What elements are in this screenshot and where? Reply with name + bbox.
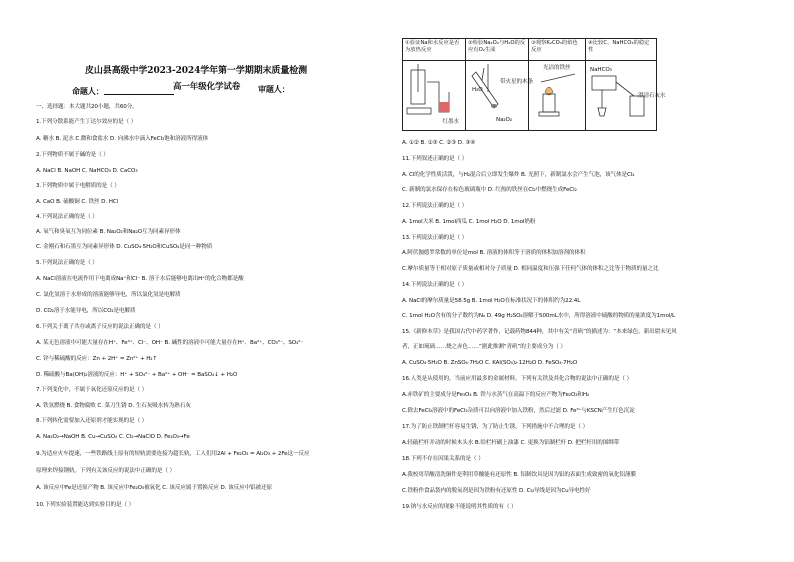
option-line: A. CuSO₄·5H₂O B. ZnSO₄·7H₂O C. KAl(SO₄)₂·12H₂O D. FeSO₄·7H₂O (402, 360, 578, 366)
question-line: 4.下列说法正确的是（ ） (36, 214, 98, 220)
option-line: A. 铁氢燃烧 B. 食物腐败 C. 菜刀生锈 D. 生石灰吸水转为熟石灰 (36, 403, 191, 409)
option-line: A.轻敲栏杆并动的时候木头水 B.给栏杆刷上油漆 C. 更换为铝制栏杆 D. 把栏杆用的围绑带 (402, 440, 620, 446)
question-line: 5.下列说法正确的是（ ） (36, 260, 98, 266)
exp-label: H₂O (472, 87, 483, 93)
exp-label: NaHCO₃ (590, 67, 612, 73)
question-line: 9.为适应火车提速，一些铁路线上原有的短轨需要连接为超长轨，工人们用2Al + Fe₂O₃ = Al₂O₃ + 2Fe这一反应 (36, 451, 310, 457)
option-line: C. 1mol H₂O含有的分子数约为Nₐ D. 49g H₂SO₄溶解于500mL水中，所得溶液中硫酸的物质的量浓度为1mol/L (402, 313, 676, 319)
u-tube-apparatus-icon (405, 62, 463, 126)
section-heading: 一、选择题：本大题共20小题，共60分。 (36, 104, 138, 110)
option-line: A. 糖水 B. 泥水 C.微和食盐水 D. 向沸水中滴入FeCl₃饱和溶液所得液体 (36, 136, 209, 142)
question-line: 2.下列物质不属于碱的是（ ） (36, 152, 109, 158)
option-line: A. CaO B. 硫酸铜 C. 铁丝 D. HCl (36, 199, 119, 205)
option-line: C.铁粉作食品袋内的脱氧剂是因为铁粉有还原性 D. Cu导线是因为Cu导电性好 (402, 488, 591, 494)
option-line: A. Cl的化学性质活泼，与H₂混合后立即发生爆炸 B. 光照下，新制氯水会产生气泡，该气体是Cl₂ (402, 172, 635, 178)
question-line: 18.下列不存在因果关系的是（ ） (402, 456, 484, 462)
question-line: 16.人类是从使用的，当前应用最多的金属材料。下列有关铁及其化合物的说法中正确的是（ ） (402, 376, 633, 382)
question-line: 17.为了防止铁制栏杆容易生锈，为了防止生锈，下列措施中不合理的是（ ） (402, 424, 589, 430)
option-line: A. 1mol大米 B. 1mol西瓜 C. 1mol H₂O D. 1mol奶粉 (402, 219, 536, 225)
question-line: 原理来焊接钢轨。下列有关该反应的说法中正确的是（ ） (36, 468, 176, 474)
exam-subtitle: 高一年级化学试卷 (173, 82, 241, 92)
question-line: 6.下列关于离子共存或离子反应的说法正确的是（ ） (36, 324, 164, 330)
question-line: 1.下列分散系能产生丁达尔效应的是（ ） (36, 119, 137, 125)
option-line: C.摩尔质量等于相对原子质量或相对分子质量 D. 相同温度和压强下任何气体的体积之比等于物质的量之比 (402, 266, 659, 272)
question-line: 11.下列叙述正确的是（ ） (402, 156, 468, 162)
option-line: A. 该反应中Fe是还原产物 B. 该反应中Fe₂O₃被氧化 C. 该反应属于置换反应 D. 该反应中铝被还原 (36, 485, 273, 491)
question-line: 14.下列说法正确的是（ ） (402, 282, 468, 288)
question-line: 19.钠与水反应的现象不能说明其性质的有（ ） (402, 504, 517, 510)
author-label: 命题人： (72, 87, 104, 96)
exp-label: 带火星的木条 (500, 79, 533, 85)
reviewer-label: 审题人： (258, 85, 290, 94)
question-line: 8.下列转化需要加入还原剂才能实现的是（ ） (36, 418, 148, 424)
exp-header-4: ④比较C、NaHCO₃的稳定性 (586, 39, 657, 61)
exp-label: 澄清石灰水 (638, 93, 666, 99)
right-page (397, 0, 794, 562)
exp-cell-2 (466, 61, 533, 131)
experiment-table (402, 38, 666, 131)
option-line: C. 金刚石和石墨互为同素异形体 D. CuSO₄·5H₂O和CuSO₄是同一种物质 (36, 244, 213, 250)
exp-label: Na₂O₂ (496, 117, 512, 123)
exp-label: 红墨水 (442, 118, 459, 125)
option-line: A. ①② B. ①③ C. ②③ D. ③④ (402, 140, 476, 146)
question-line: 15.《新修本草》是我国古代中药学著作，记载药物844种，其中有关“青矾”的描述为：“本来绿色，新出窟未见风 (402, 329, 677, 335)
question-line: 10.下列实验装置能达到实验目的是（ ） (36, 502, 135, 508)
exp-header-1: ①验证Na和水反应是否为放热反应 (403, 39, 466, 61)
exp-header-3: ③观察K₂CO₃的焰色反应 (529, 39, 586, 61)
option-line: A. NaCl的摩尔质量是58.5g B. 1mol H₂O在标准状况下的体积约为22.4L (402, 298, 581, 304)
author-line (72, 86, 174, 95)
exp-cell-3 (529, 61, 586, 131)
option-line: D. 稀硫酸与Ba(OH)₂溶液的反应：H⁺ + SO₄²⁻ + Ba²⁺ + OH⁻ = BaSO₄↓ + H₂O (36, 372, 238, 378)
option-line: C.除去FeCl₂溶液中的FeCl₃杂质可以向溶液中加入铁粉，然后过滤 D. Fe³⁺与KSCN产生红色沉淀 (402, 408, 635, 414)
author-blank[interactable] (104, 86, 174, 95)
exp-cell-4 (586, 61, 666, 131)
question-line: 7.下列变化中，不属于氧化还原反应的是（ ） (36, 387, 148, 393)
option-line: A.赤铁矿的主要成分是Fe₃O₄ B. 铁与水蒸气在高温下的反应产物为Fe₂O₃和H₂ (402, 392, 590, 398)
option-line: C. 新制的氯水保存在棕色玻璃瓶中 D. 红热的铁丝在Cl₂中燃烧生成FeCl₂ (402, 187, 577, 193)
option-line: A. Na₂O₂→NaOH B. Cu→CuSO₄ C. Cl₂→NaClO D. Fe₂O₃→Fe (36, 434, 190, 440)
exp-cell-1 (403, 61, 466, 131)
option-line: A. NaCl B. NaOH C. NaHCO₃ D. CaCO₃ (36, 168, 138, 174)
exp-label: 光洁的铁丝 (543, 65, 571, 71)
option-line: C. 氯化氢溶于水形成的溶液能够导电，所以氯化氢是电解质 (36, 292, 181, 298)
option-line: A. NaCl溶液在电流作用下电离成Na⁺和Cl⁻ B. 溶于水后能够电离出H⁺的化合物都是酸 (36, 276, 244, 282)
option-line: A.我校用草酸清洗铜件是利用草酸能有还原性 B. 铝制饮具是因为铝的表面生成致密的氧化铝薄膜 (402, 472, 636, 478)
question-line: 3.下列物质中属于电解质的是（ ） (36, 183, 120, 189)
exp-header-2: ②检验Na₂O₂与H₂O的反应有O₂生成 (466, 39, 529, 61)
option-line: C. 锌与稀硫酸的反应：Zn + 2H⁺ = Zn²⁺ + H₂↑ (36, 356, 158, 362)
question-line: 12.下列说法正确的是（ ） (402, 203, 468, 209)
option-line: A. 某无色溶液中可能大量存在H⁺、Fe³⁺、Cl⁻、OH⁻ B. 碱性的溶液中可能大量存在H⁺、Ba²⁺、CO₃²⁻、SO₄²⁻ (36, 340, 304, 346)
option-line: D. CO₂溶于水能导电，所以CO₂是电解质 (36, 308, 136, 314)
option-line: A.阿伏伽德罗常数的单位是mol B. 溶液的体积等于溶质的体积加溶剂的体积 (402, 250, 586, 256)
exam-title: 皮山县高级中学2023-2024学年第一学期期末质量检测 (85, 66, 308, 76)
question-line: 者，正如琉璃……烧之赤色……”据此推测“青矾”的主要成分为（ ） (402, 344, 566, 350)
option-line: A. 氧气和臭氧互为同位素 B. Na₂O₂和Na₂O互为同素异形体 (36, 229, 181, 235)
question-line: 13.下列说法正确的是（ ） (402, 235, 468, 241)
